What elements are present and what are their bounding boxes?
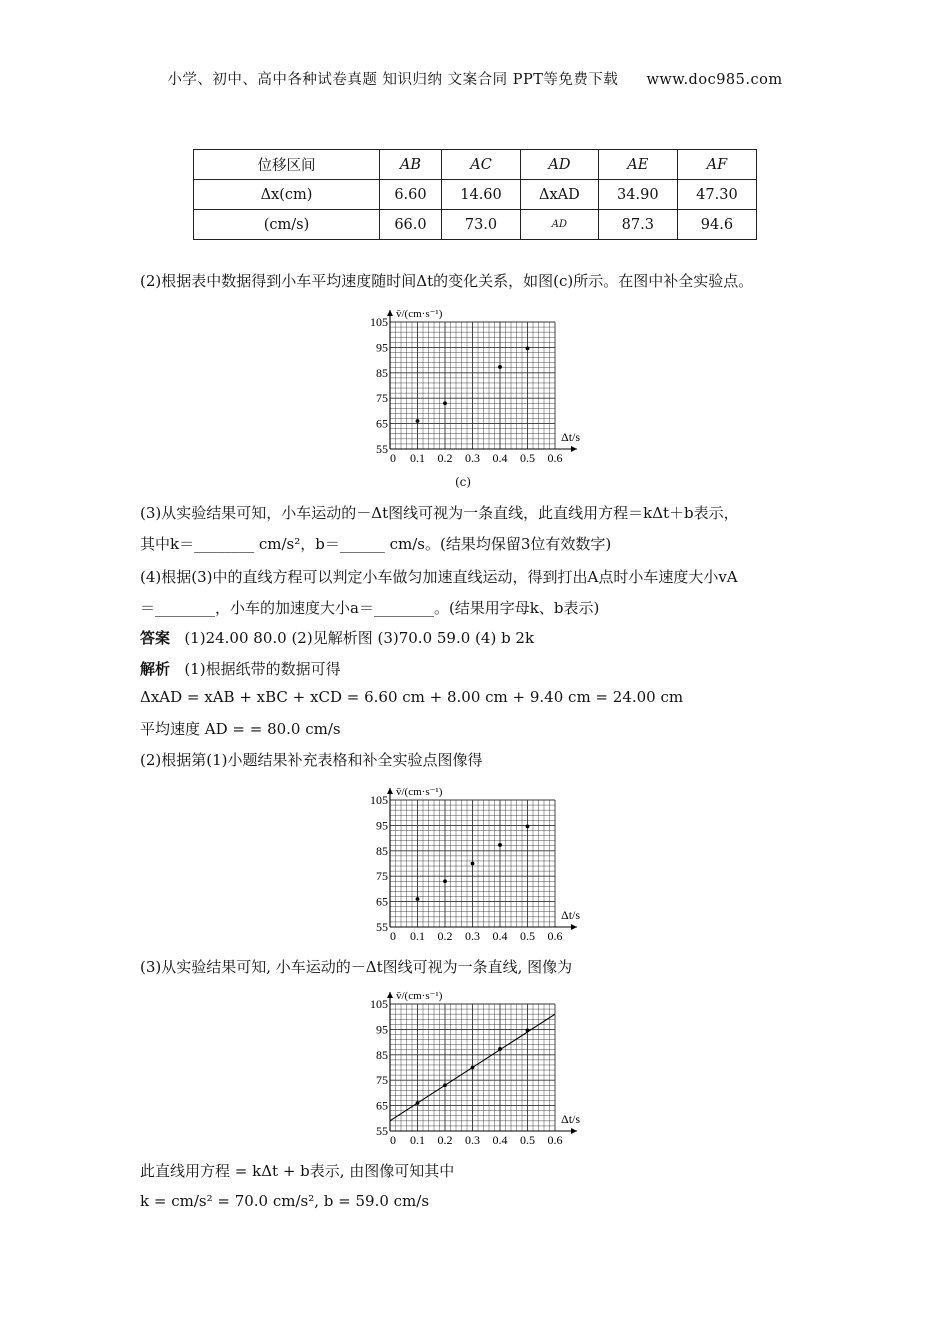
y-tick-label: 65: [376, 416, 388, 431]
data-point: [498, 1047, 502, 1051]
table-cell: 66.0: [380, 210, 442, 240]
x-tick-label: 0.2: [437, 929, 453, 943]
analysis-1: (1)根据纸带的数据可得: [184, 660, 341, 678]
analysis-4: 此直线用方程 = kΔt + b表示, 由图像可知其中: [140, 1162, 455, 1180]
data-point: [526, 825, 530, 829]
x-axis-arrow-icon: [571, 1128, 577, 1134]
y-tick-label: 95: [376, 340, 388, 355]
question-3-line-2: 其中k＝________ cm/s²，b＝______ cm/s。(结果均保留3位有效数字): [140, 535, 612, 553]
x-tick-label: 0.3: [465, 451, 480, 465]
y-tick-label: 105: [370, 315, 388, 329]
page-header: [0, 68, 950, 89]
table-cell: 73.0: [441, 210, 520, 240]
table-cell: AC: [441, 150, 520, 180]
data-point: [471, 1066, 475, 1070]
table-cell: 位移区间: [194, 150, 380, 180]
x-tick-label: 0.1: [410, 929, 425, 943]
figure-caption: (c): [455, 475, 472, 489]
x-tick-label: 0.5: [520, 451, 535, 465]
x-tick-label: 0: [390, 929, 396, 943]
table-cell: (cm/s): [194, 210, 380, 240]
analysis-equation-2: 平均速度 AD = = 80.0 cm/s: [140, 720, 341, 738]
y-tick-label: 65: [376, 1098, 388, 1113]
x-tick-label: 0.6: [547, 451, 563, 465]
analysis-line: [140, 658, 341, 679]
header-text: 小学、初中、高中各种试卷真题 知识归纳 文案合同 PPT等免费下载: [167, 72, 619, 88]
table-cell: 14.60: [441, 180, 520, 210]
chart-c: [355, 302, 595, 470]
x-tick-label: 0: [390, 451, 396, 465]
answer-body: (1)24.00 80.0 (2)见解析图 (3)70.0 59.0 (4) b 2k: [184, 629, 535, 647]
table-row: [194, 180, 757, 210]
table-cell: 34.90: [598, 180, 677, 210]
chart-completed-points: [355, 780, 595, 948]
data-point: [526, 1029, 530, 1033]
data-point: [443, 879, 447, 883]
chart-fit-line: [355, 984, 595, 1152]
y-tick-label: 75: [376, 391, 388, 406]
analysis-2: (2)根据第(1)小题结果补充表格和补全实验点图像得: [140, 751, 483, 769]
data-point: [416, 419, 420, 423]
data-point: [443, 1083, 447, 1087]
x-tick-label: 0.1: [410, 1133, 425, 1147]
x-tick-label: 0.3: [465, 929, 480, 943]
y-tick-label: 95: [376, 818, 388, 833]
table-cell: AD: [521, 150, 599, 180]
answer-line: [140, 627, 534, 648]
x-axis-arrow-icon: [571, 446, 577, 452]
x-tick-label: 0.4: [492, 451, 508, 465]
question-3-line-1: (3)从实验结果可知，小车运动的－Δt图线可视为一条直线，此直线用方程＝kΔt＋b表示，: [140, 504, 739, 522]
table-row: [194, 150, 757, 180]
analysis-equation-1: ΔxAD = xAB + xBC + xCD = 6.60 cm + 8.00 cm + 9.40 cm = 24.00 cm: [140, 688, 684, 706]
chart-grid: [390, 322, 555, 449]
data-point: [526, 347, 530, 351]
x-tick-label: 0.4: [492, 929, 508, 943]
x-axis-label: Δt/s: [561, 430, 581, 444]
data-point: [443, 401, 447, 405]
x-tick-label: 0.2: [437, 451, 453, 465]
y-tick-label: 85: [376, 843, 388, 858]
analysis-3: (3)从实验结果可知, 小车运动的－Δt图线可视为一条直线, 图像为: [140, 958, 573, 976]
y-tick-label: 105: [370, 793, 388, 807]
y-axis-label: v̄/(cm·s⁻¹): [396, 308, 443, 320]
y-axis-label: v̄/(cm·s⁻¹): [396, 786, 443, 798]
table-cell: 87.3: [598, 210, 677, 240]
table-cell: 94.6: [677, 210, 756, 240]
table-cell: AB: [380, 150, 442, 180]
table-row: [194, 210, 757, 240]
x-tick-label: 0.6: [547, 929, 563, 943]
question-4-line-2: ＝________，小车的加速度大小a＝________。(结果用字母k、b表示): [140, 599, 600, 617]
x-tick-label: 0.4: [492, 1133, 508, 1147]
x-tick-label: 0.1: [410, 451, 425, 465]
question-4-line-1: (4)根据(3)中的直线方程可以判定小车做匀加速直线运动，得到打出A点时小车速度大小vA: [140, 568, 738, 586]
table-cell: AE: [598, 150, 677, 180]
data-point: [416, 897, 420, 901]
x-axis-label: Δt/s: [561, 908, 581, 922]
table-cell: 6.60: [380, 180, 442, 210]
x-tick-label: 0: [390, 1133, 396, 1147]
data-point: [498, 843, 502, 847]
x-tick-label: 0.3: [465, 1133, 480, 1147]
y-tick-label: 95: [376, 1022, 388, 1037]
analysis-label: 解析: [140, 660, 171, 678]
y-tick-label: 65: [376, 894, 388, 909]
analysis-5: k = cm/s² = 70.0 cm/s², b = 59.0 cm/s: [140, 1192, 430, 1210]
x-axis-arrow-icon: [571, 924, 577, 930]
data-point: [471, 862, 475, 866]
x-axis-label: Δt/s: [561, 1112, 581, 1126]
y-axis-label: v̄/(cm·s⁻¹): [396, 990, 443, 1002]
displacement-table: [193, 149, 757, 240]
table-cell: AD: [521, 210, 599, 240]
data-point: [498, 365, 502, 369]
y-tick-label: 55: [376, 920, 388, 934]
header-site: www.doc985.com: [646, 72, 783, 88]
y-tick-label: 75: [376, 1073, 388, 1088]
x-tick-label: 0.2: [437, 1133, 453, 1147]
y-tick-label: 85: [376, 365, 388, 380]
table-cell: 47.30: [677, 180, 756, 210]
answer-label: 答案: [140, 629, 171, 647]
y-tick-label: 75: [376, 869, 388, 884]
y-tick-label: 55: [376, 1124, 388, 1138]
y-tick-label: 85: [376, 1047, 388, 1062]
x-tick-label: 0.6: [547, 1133, 563, 1147]
question-2: (2)根据表中数据得到小车平均速度随时间Δt的变化关系，如图(c)所示。在图中补全实验点。: [140, 272, 754, 290]
table-cell: AF: [677, 150, 756, 180]
y-tick-label: 55: [376, 442, 388, 456]
table-cell: ΔxAD: [521, 180, 599, 210]
y-tick-label: 105: [370, 997, 388, 1011]
data-point: [416, 1101, 420, 1105]
x-tick-label: 0.5: [520, 1133, 535, 1147]
x-tick-label: 0.5: [520, 929, 535, 943]
table-cell: Δx(cm): [194, 180, 380, 210]
